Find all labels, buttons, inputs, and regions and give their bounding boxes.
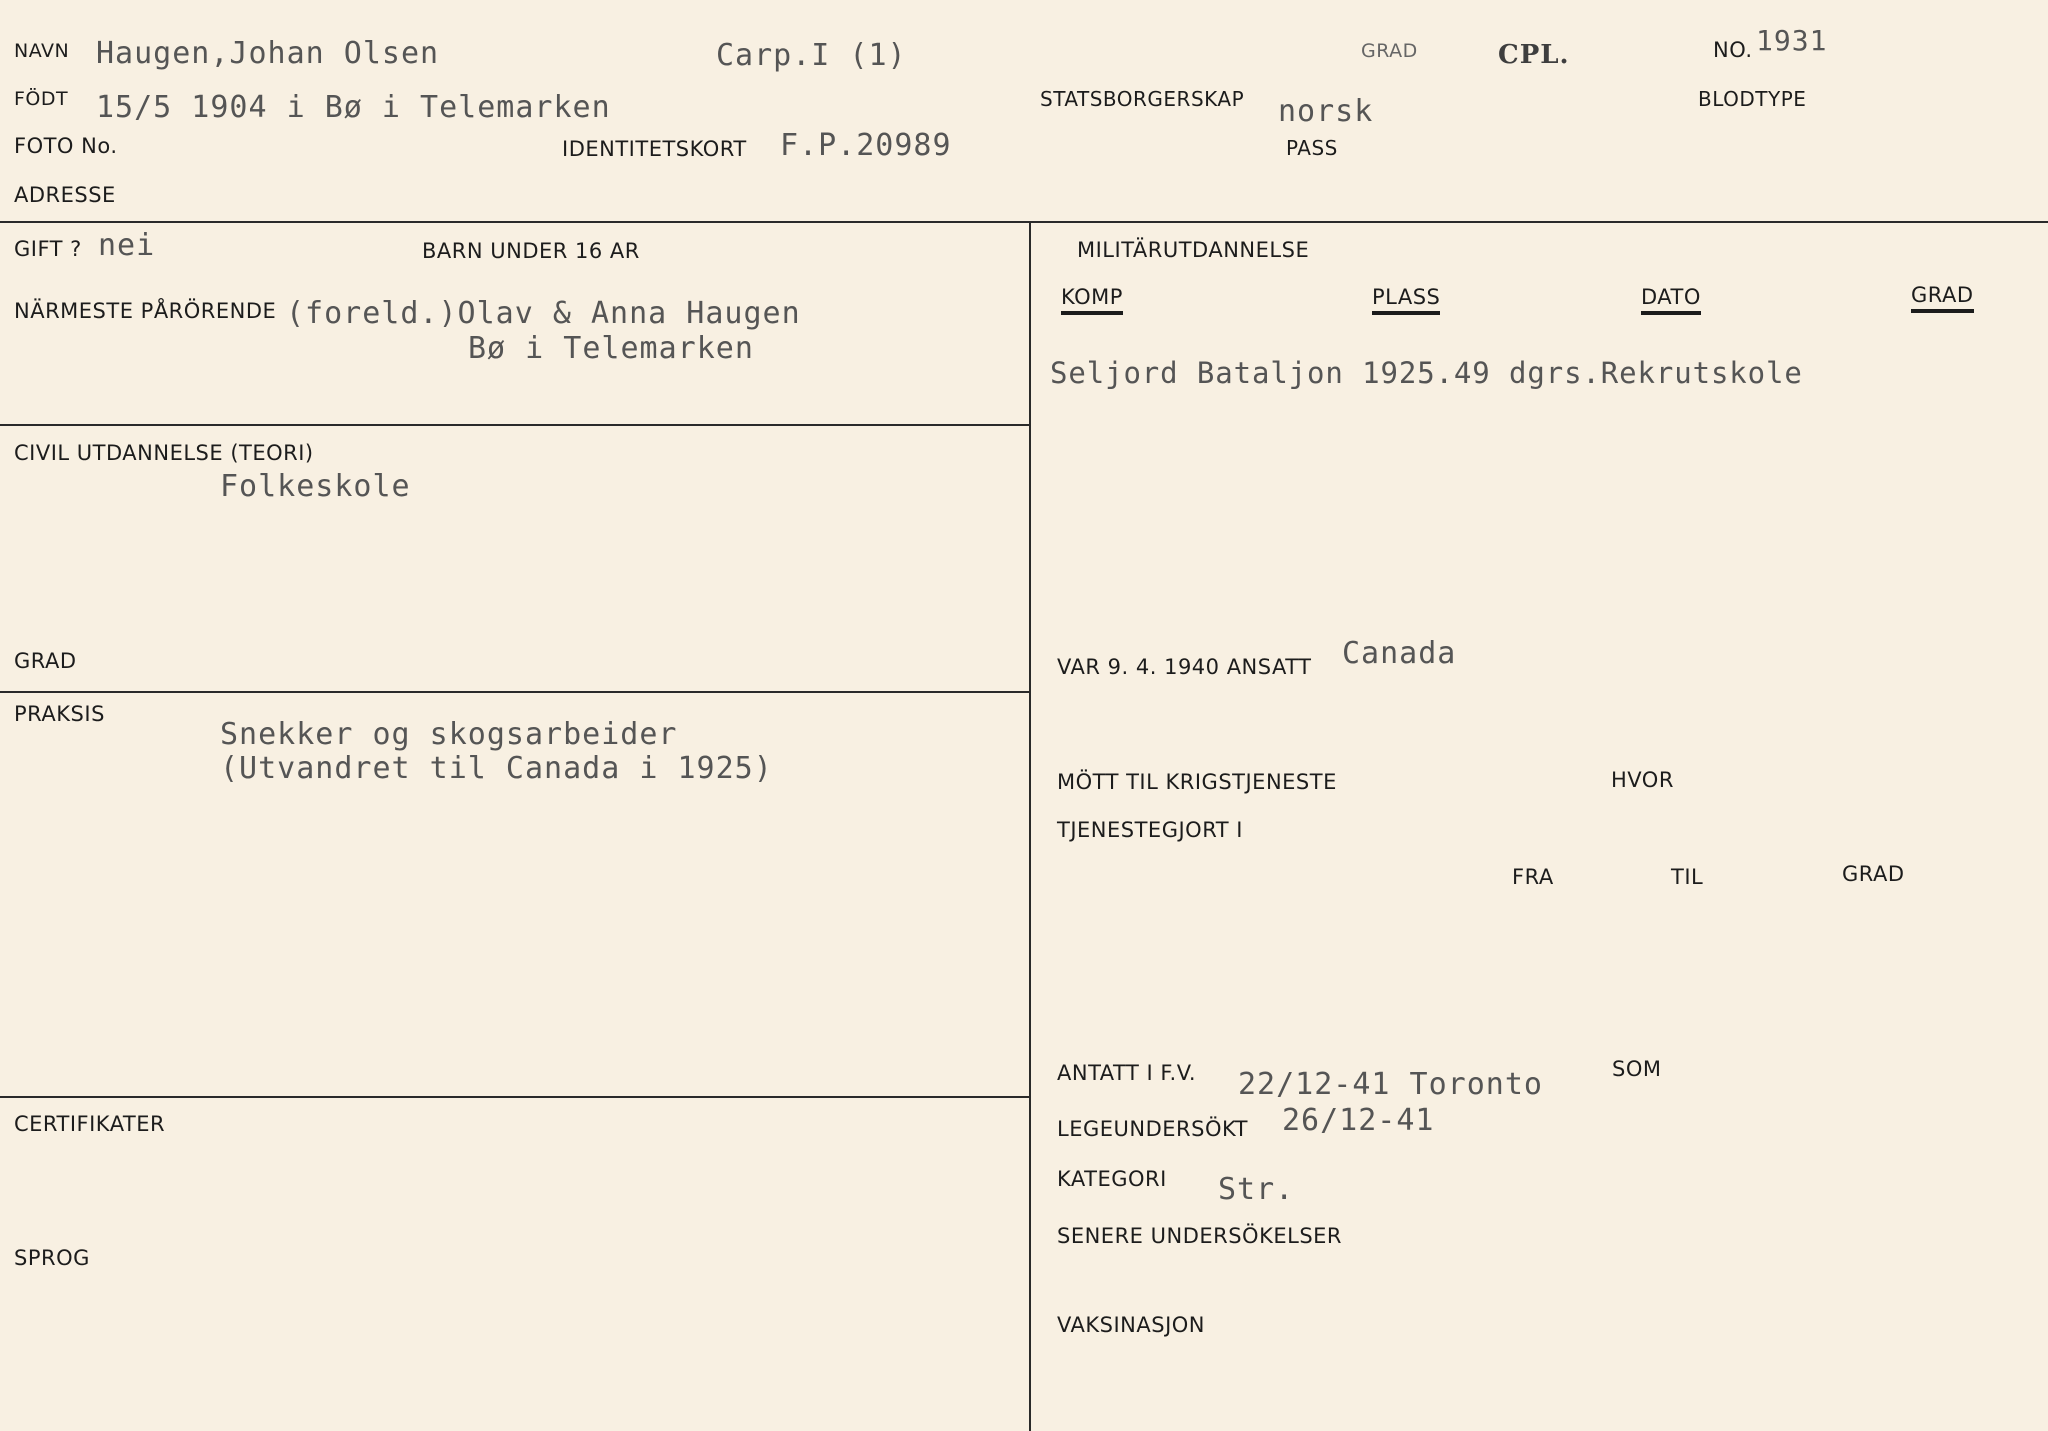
center-divider: [1029, 223, 1031, 1431]
militarutdannelse-value: Seljord Bataljon 1925.49 dgrs.Rekrutskole: [1050, 356, 1803, 390]
barn-label: BARN UNDER 16 AR: [422, 239, 640, 263]
fodt-label: FÖDT: [14, 88, 69, 110]
left-divider-2: [0, 691, 1029, 693]
parorende-label: NÄRMESTE PÅRÖRENDE: [14, 299, 277, 323]
var-ansatt-label: VAR 9. 4. 1940 ANSATT: [1057, 655, 1312, 679]
certifikater-label: CERTIFIKATER: [14, 1112, 166, 1136]
navn-value: Haugen,Johan Olsen: [96, 36, 440, 71]
no-value: 1931: [1756, 24, 1828, 57]
hvor-label: HVOR: [1611, 768, 1674, 792]
til-label: TIL: [1671, 865, 1704, 889]
kategori-value: Str.: [1218, 1172, 1295, 1207]
senere-undersokelser-label: SENERE UNDERSÖKELSER: [1057, 1224, 1343, 1248]
tjenestegjort-label: TJENESTEGJORT I: [1057, 818, 1243, 842]
praksis-value-line2: (Utvandret til Canada i 1925): [220, 751, 773, 786]
header-divider: [0, 221, 2048, 223]
kategori-label: KATEGORI: [1057, 1167, 1167, 1191]
left-divider-3: [0, 1096, 1029, 1098]
unit-value: Carp.I (1): [716, 38, 907, 73]
statsborgerskap-value: norsk: [1278, 94, 1374, 129]
plass-label: PLASS: [1372, 285, 1440, 315]
grad-header-value: CPL.: [1498, 40, 1570, 70]
dato-label: DATO: [1641, 285, 1701, 315]
gift-label: GIFT ?: [14, 237, 82, 261]
vaksinasjon-label: VAKSINASJON: [1057, 1313, 1206, 1337]
komp-label: KOMP: [1061, 285, 1123, 315]
sprog-label: SPROG: [14, 1246, 90, 1270]
som-label: SOM: [1612, 1057, 1662, 1081]
civil-grad-label: GRAD: [14, 649, 77, 673]
foto-label: FOTO No.: [14, 134, 118, 158]
var-ansatt-value: Canada: [1342, 636, 1457, 671]
praksis-label: PRAKSIS: [14, 702, 105, 726]
civil-utdannelse-value: Folkeskole: [220, 469, 411, 504]
antatt-label: ANTATT I F.V.: [1057, 1061, 1197, 1085]
parorende-value-line1: (foreld.)Olav & Anna Haugen: [286, 296, 801, 331]
militar-grad-label: GRAD: [1911, 283, 1974, 313]
mott-label: MÖTT TIL KRIGSTJENESTE: [1057, 770, 1337, 794]
left-divider-1: [0, 424, 1029, 426]
parorende-value-line2: Bø i Telemarken: [468, 331, 754, 366]
statsborgerskap-label: STATSBORGERSKAP: [1040, 87, 1245, 111]
fra-label: FRA: [1512, 865, 1554, 889]
grad-header-label: GRAD: [1361, 40, 1418, 62]
identitetskort-label: IDENTITETSKORT: [562, 137, 747, 161]
praksis-value-line1: Snekker og skogsarbeider: [220, 717, 678, 752]
fodt-value: 15/5 1904 i Bø i Telemarken: [96, 90, 611, 125]
blodtype-label: BLODTYPE: [1698, 87, 1807, 111]
no-label: NO.: [1713, 38, 1753, 62]
identitetskort-value: F.P.20989: [780, 128, 952, 163]
adresse-label: ADRESSE: [14, 183, 116, 207]
gift-value: nei: [98, 228, 156, 263]
navn-label: NAVN: [14, 40, 70, 62]
legeundersokt-label: LEGEUNDERSÖKT: [1057, 1117, 1248, 1141]
antatt-value: 22/12-41 Toronto: [1238, 1067, 1543, 1102]
tjeneste-grad-label: GRAD: [1842, 862, 1905, 886]
civil-utdannelse-label: CIVIL UTDANNELSE (TEORI): [14, 441, 314, 465]
pass-label: PASS: [1286, 136, 1338, 160]
legeundersokt-value: 26/12-41: [1282, 1103, 1435, 1138]
militarutdannelse-label: MILITÄRUTDANNELSE: [1077, 238, 1310, 262]
